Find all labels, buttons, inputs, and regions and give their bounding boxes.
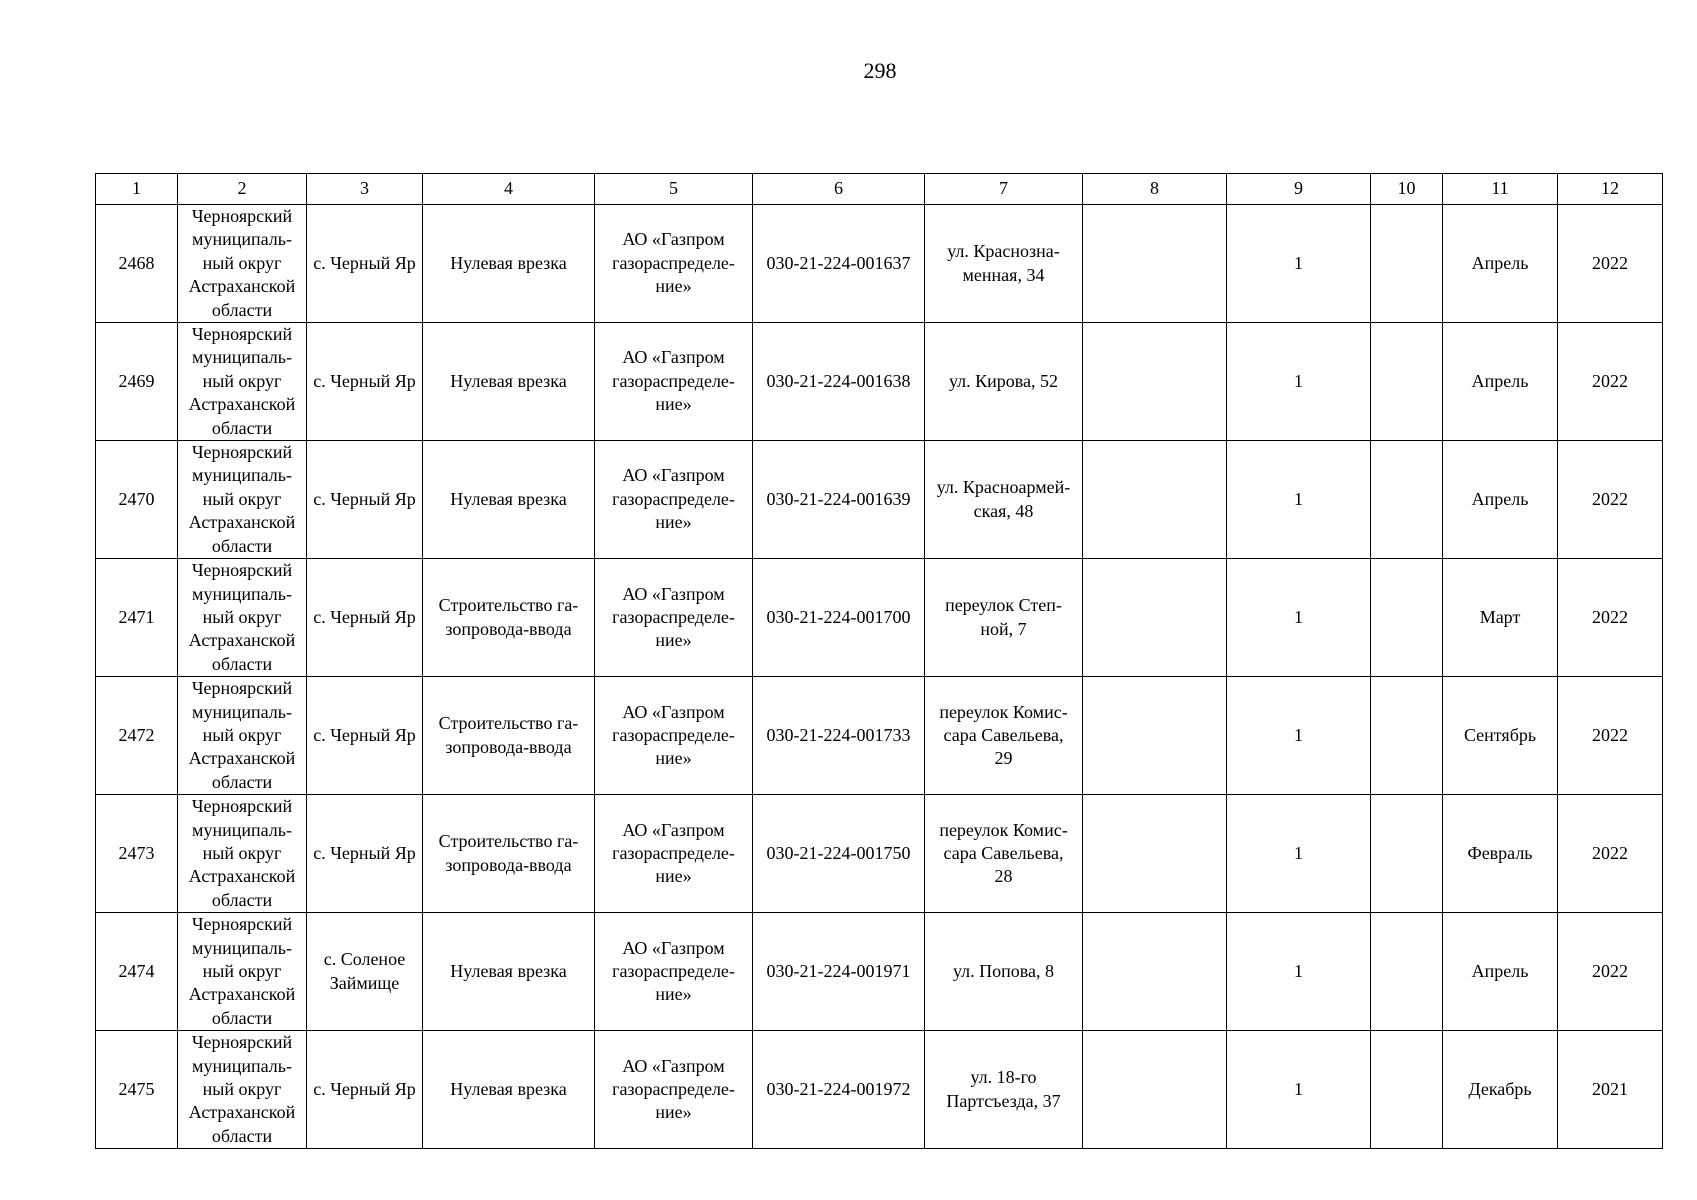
column-header: 9 [1227, 174, 1371, 205]
settlement-line: с. Черный Яр [313, 842, 416, 863]
municipality-line: Черноярский [191, 442, 293, 463]
organization-line: АО «Газпром [622, 819, 725, 840]
row-number-cell: 2474 [96, 913, 178, 1031]
municipality-line: области [211, 653, 273, 674]
address-line: переулок Комис- [939, 701, 1068, 722]
settlement-line: с. Черный Яр [313, 252, 416, 273]
organization-line: АО «Газпром [622, 229, 725, 250]
year-cell: 2022 [1558, 441, 1663, 559]
table-row [96, 795, 1663, 913]
work-type-cell [423, 205, 595, 323]
municipality-line: Астраханской [188, 630, 296, 651]
organization-line: ние» [655, 394, 692, 415]
address-cell [925, 913, 1083, 1031]
work-type-cell [423, 913, 595, 1031]
row-number-cell: 2469 [96, 323, 178, 441]
municipality-line: Черноярский [191, 1032, 293, 1053]
municipality-line: ный округ [202, 961, 282, 981]
address-line: менная, 34 [962, 264, 1045, 285]
municipality-line: муниципаль- [192, 819, 292, 840]
year-cell: 2022 [1558, 677, 1663, 795]
work-type-line: Нулевая врезка [450, 370, 567, 391]
organization-line: ние» [655, 276, 692, 297]
work-type-cell [423, 1031, 595, 1149]
year-cell: 2022 [1558, 913, 1663, 1031]
settlement-line: с. Черный Яр [313, 370, 416, 391]
organization-line: газораспределе- [612, 606, 735, 627]
table-body [96, 205, 1663, 1149]
organization-cell [595, 323, 753, 441]
municipality-line: муниципаль- [192, 347, 292, 368]
object-code-cell: 030-21-224-001750 [753, 795, 925, 913]
address-cell [925, 323, 1083, 441]
column-8-cell [1083, 795, 1227, 913]
column-number-row [96, 174, 1663, 205]
organization-line: газораспределе- [612, 724, 735, 745]
gasification-registry-table [95, 173, 1663, 1149]
column-10-cell [1371, 559, 1443, 677]
address-cell [925, 1031, 1083, 1149]
row-number-cell: 2475 [96, 1031, 178, 1149]
quantity-cell: 1 [1227, 323, 1371, 441]
address-cell [925, 441, 1083, 559]
municipality-line: Черноярский [191, 678, 293, 699]
quantity-cell: 1 [1227, 913, 1371, 1031]
work-type-cell [423, 441, 595, 559]
month-cell: Апрель [1443, 205, 1558, 323]
quantity-cell: 1 [1227, 205, 1371, 323]
column-header: 6 [753, 174, 925, 205]
object-code-cell: 030-21-224-001971 [753, 913, 925, 1031]
settlement-line: Займище [329, 972, 400, 993]
organization-cell [595, 677, 753, 795]
quantity-cell: 1 [1227, 677, 1371, 795]
municipality-cell [178, 323, 307, 441]
work-type-cell [423, 677, 595, 795]
settlement-cell [307, 795, 423, 913]
work-type-cell [423, 559, 595, 677]
address-line: переулок Степ- [945, 595, 1062, 616]
year-cell: 2022 [1558, 205, 1663, 323]
settlement-cell [307, 559, 423, 677]
address-line: сара Савельева, [943, 724, 1064, 745]
municipality-line: ный округ [202, 842, 282, 863]
object-code-cell: 030-21-224-001637 [753, 205, 925, 323]
table-row [96, 323, 1663, 441]
page-number: 298 [863, 58, 897, 83]
settlement-line: с. Черный Яр [313, 1079, 416, 1100]
work-type-cell [423, 323, 595, 441]
municipality-line: Астраханской [188, 1102, 296, 1123]
year-cell: 2022 [1558, 323, 1663, 441]
municipality-line: Черноярский [191, 796, 293, 817]
organization-line: АО «Газпром [622, 937, 725, 958]
object-code-cell: 030-21-224-001700 [753, 559, 925, 677]
object-code-cell: 030-21-224-001639 [753, 441, 925, 559]
address-line: ной, 7 [980, 618, 1027, 639]
column-header: 2 [178, 174, 307, 205]
work-type-line: Нулевая врезка [450, 961, 567, 981]
municipality-line: ный округ [202, 252, 282, 273]
settlement-cell [307, 323, 423, 441]
address-line: сара Савельева, [943, 842, 1064, 863]
table-row [96, 205, 1663, 323]
municipality-line: Черноярский [191, 914, 293, 935]
work-type-cell [423, 795, 595, 913]
address-line: ул. 18-го [970, 1067, 1037, 1088]
month-cell: Февраль [1443, 795, 1558, 913]
address-cell [925, 677, 1083, 795]
address-cell [925, 205, 1083, 323]
municipality-cell [178, 205, 307, 323]
organization-line: АО «Газпром [622, 465, 725, 486]
month-cell: Декабрь [1443, 1031, 1558, 1149]
column-10-cell [1371, 1031, 1443, 1149]
municipality-line: Астраханской [188, 512, 296, 533]
settlement-cell [307, 677, 423, 795]
work-type-line: Нулевая врезка [450, 252, 567, 273]
municipality-line: Астраханской [188, 276, 296, 297]
organization-line: газораспределе- [612, 961, 735, 981]
municipality-line: муниципаль- [192, 937, 292, 958]
municipality-line: муниципаль- [192, 1055, 292, 1076]
municipality-line: ный округ [202, 488, 282, 509]
organization-line: ние» [655, 866, 692, 887]
settlement-line: с. Черный Яр [313, 606, 416, 627]
column-header: 10 [1371, 174, 1443, 205]
table-row [96, 441, 1663, 559]
organization-cell [595, 913, 753, 1031]
address-line: 29 [994, 748, 1013, 769]
organization-line: ние» [655, 984, 692, 1005]
column-10-cell [1371, 677, 1443, 795]
settlement-line: с. Черный Яр [313, 724, 416, 745]
quantity-cell: 1 [1227, 559, 1371, 677]
month-cell: Апрель [1443, 913, 1558, 1031]
column-10-cell [1371, 205, 1443, 323]
municipality-line: Астраханской [188, 394, 296, 415]
settlement-line: с. Черный Яр [313, 488, 416, 509]
column-8-cell [1083, 559, 1227, 677]
row-number-cell: 2468 [96, 205, 178, 323]
organization-line: АО «Газпром [622, 701, 725, 722]
municipality-cell [178, 795, 307, 913]
address-cell [925, 559, 1083, 677]
municipality-cell [178, 677, 307, 795]
column-header: 3 [307, 174, 423, 205]
table-row [96, 559, 1663, 677]
address-line: ул. Краснозна- [947, 241, 1060, 262]
municipality-line: Черноярский [191, 560, 293, 581]
municipality-cell [178, 441, 307, 559]
row-number-cell: 2470 [96, 441, 178, 559]
year-cell: 2022 [1558, 559, 1663, 677]
organization-cell [595, 441, 753, 559]
organization-line: газораспределе- [612, 370, 735, 391]
organization-line: ние» [655, 630, 692, 651]
column-8-cell [1083, 205, 1227, 323]
column-header: 8 [1083, 174, 1227, 205]
column-10-cell [1371, 323, 1443, 441]
organization-line: газораспределе- [612, 488, 735, 509]
municipality-line: области [211, 299, 273, 320]
column-header: 4 [423, 174, 595, 205]
object-code-cell: 030-21-224-001972 [753, 1031, 925, 1149]
table-row [96, 677, 1663, 795]
municipality-line: области [211, 889, 273, 910]
organization-line: газораспределе- [612, 252, 735, 273]
work-type-line: Нулевая врезка [450, 1079, 567, 1100]
organization-cell [595, 795, 753, 913]
column-10-cell [1371, 795, 1443, 913]
municipality-line: ный округ [202, 1079, 282, 1100]
municipality-line: муниципаль- [192, 465, 292, 486]
municipality-line: области [211, 1125, 273, 1146]
work-type-line: зопровода-ввода [445, 854, 572, 875]
organization-line: газораспределе- [612, 842, 735, 863]
municipality-line: ный округ [202, 370, 282, 391]
column-8-cell [1083, 323, 1227, 441]
quantity-cell: 1 [1227, 795, 1371, 913]
organization-line: АО «Газпром [622, 1055, 725, 1076]
address-cell [925, 795, 1083, 913]
quantity-cell: 1 [1227, 441, 1371, 559]
organization-cell [595, 205, 753, 323]
municipality-line: ный округ [202, 606, 282, 627]
organization-line: АО «Газпром [622, 583, 725, 604]
month-cell: Апрель [1443, 323, 1558, 441]
column-8-cell [1083, 441, 1227, 559]
year-cell: 2022 [1558, 795, 1663, 913]
column-8-cell [1083, 677, 1227, 795]
work-type-line: Строительство га- [438, 595, 579, 616]
column-header: 1 [96, 174, 178, 205]
organization-cell [595, 1031, 753, 1149]
municipality-line: муниципаль- [192, 583, 292, 604]
municipality-line: муниципаль- [192, 701, 292, 722]
column-8-cell [1083, 913, 1227, 1031]
organization-cell [595, 559, 753, 677]
municipality-line: области [211, 417, 273, 438]
municipality-line: Астраханской [188, 866, 296, 887]
column-10-cell [1371, 913, 1443, 1031]
month-cell: Апрель [1443, 441, 1558, 559]
municipality-line: муниципаль- [192, 229, 292, 250]
organization-line: ние» [655, 748, 692, 769]
municipality-line: Астраханской [188, 984, 296, 1005]
object-code-cell: 030-21-224-001638 [753, 323, 925, 441]
column-header: 5 [595, 174, 753, 205]
settlement-cell [307, 1031, 423, 1149]
municipality-line: области [211, 535, 273, 556]
address-line: 28 [994, 866, 1013, 887]
month-cell: Март [1443, 559, 1558, 677]
organization-line: АО «Газпром [622, 347, 725, 368]
municipality-line: Черноярский [191, 206, 293, 226]
address-line: ул. Красноармей- [936, 477, 1071, 498]
work-type-line: Строительство га- [438, 713, 579, 734]
municipality-cell [178, 559, 307, 677]
address-line: ул. Кирова, 52 [948, 370, 1059, 391]
column-10-cell [1371, 441, 1443, 559]
year-cell: 2021 [1558, 1031, 1663, 1149]
work-type-line: Строительство га- [438, 831, 579, 852]
municipality-line: ный округ [202, 724, 282, 745]
object-code-cell: 030-21-224-001733 [753, 677, 925, 795]
row-number-cell: 2472 [96, 677, 178, 795]
work-type-line: Нулевая врезка [450, 488, 567, 509]
settlement-cell [307, 205, 423, 323]
column-8-cell [1083, 1031, 1227, 1149]
municipality-line: области [211, 771, 273, 792]
municipality-cell [178, 1031, 307, 1149]
address-line: ская, 48 [973, 500, 1034, 521]
row-number-cell: 2473 [96, 795, 178, 913]
municipality-line: Астраханской [188, 748, 296, 769]
quantity-cell: 1 [1227, 1031, 1371, 1149]
municipality-line: Черноярский [191, 324, 293, 345]
settlement-cell [307, 913, 423, 1031]
address-line: Партсъезда, 37 [946, 1090, 1061, 1111]
settlement-cell [307, 441, 423, 559]
organization-line: ние» [655, 512, 692, 533]
table-row [96, 1031, 1663, 1149]
column-header: 7 [925, 174, 1083, 205]
table-row [96, 913, 1663, 1031]
organization-line: газораспределе- [612, 1079, 735, 1100]
municipality-line: области [211, 1007, 273, 1028]
settlement-line: с. Соленое [323, 949, 406, 970]
row-number-cell: 2471 [96, 559, 178, 677]
address-line: переулок Комис- [939, 819, 1068, 840]
address-line: ул. Попова, 8 [952, 961, 1055, 981]
organization-line: ние» [655, 1102, 692, 1123]
work-type-line: зопровода-ввода [445, 736, 572, 757]
column-header: 12 [1558, 174, 1663, 205]
column-header: 11 [1443, 174, 1558, 205]
month-cell: Сентябрь [1443, 677, 1558, 795]
work-type-line: зопровода-ввода [445, 618, 572, 639]
municipality-cell [178, 913, 307, 1031]
